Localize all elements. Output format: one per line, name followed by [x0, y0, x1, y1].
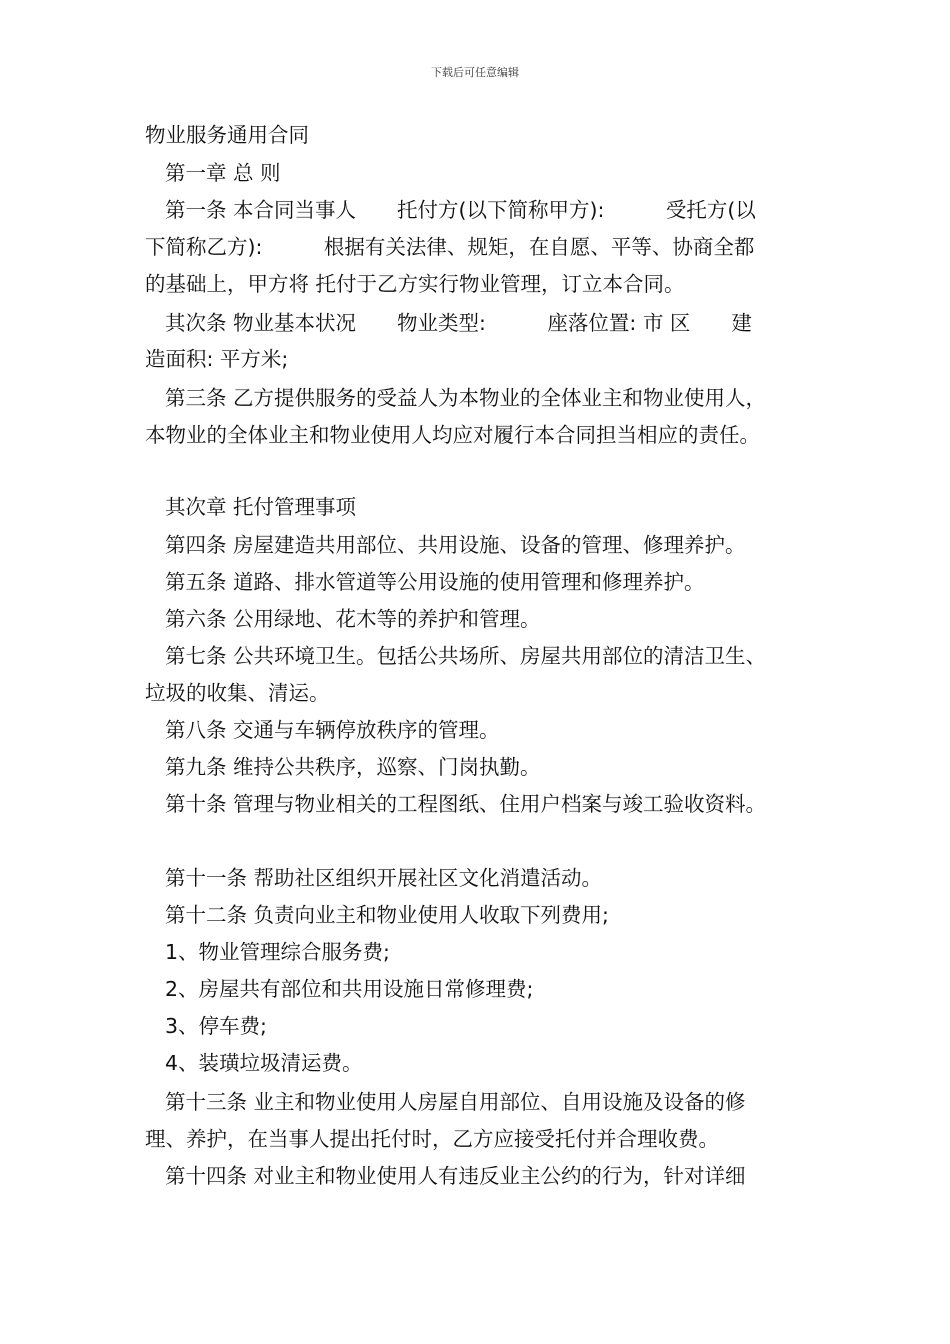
article-2-line-2: 造面积: 平方米;	[145, 347, 289, 371]
article-5: 第五条 道路、排水管道等公用设施的使用管理和修理养护。	[165, 570, 705, 594]
article-1-line-2: 下简称乙方): 根据有关法律、规矩，在自愿、平等、协商全都	[145, 235, 755, 259]
article-14-line-1: 第十四条 对业主和物业使用人有违反业主公约的行为，针对详细	[165, 1164, 746, 1188]
page-header: 下载后可任意编辑	[431, 66, 519, 79]
article-8: 第八条 交通与车辆停放秩序的管理。	[165, 718, 500, 742]
article-7-line-1: 第七条 公共环境卫生。包括公共场所、房屋共用部位的清洁卫生、	[165, 644, 767, 668]
document-title: 物业服务通用合同	[145, 123, 309, 147]
article-4: 第四条 房屋建造共用部位、共用设施、设备的管理、修理养护。	[165, 533, 746, 557]
chapter-heading: 其次章 托付管理事项	[165, 495, 357, 519]
article-2-line-1: 其次条 物业基本状况 物业类型: 座落位置: 市 区 建	[165, 311, 752, 335]
article-12: 第十二条 负责向业主和物业使用人收取下列费用;	[165, 903, 609, 927]
article-13-line-2: 理、养护，在当事人提出托付时，乙方应接受托付并合理收费。	[145, 1127, 719, 1151]
fee-item: 1、物业管理综合服务费;	[165, 940, 390, 964]
article-1-line-3: 的基础上，甲方将 托付于乙方实行物业管理，订立本合同。	[145, 272, 685, 296]
fee-item: 3、停车费;	[165, 1014, 267, 1038]
article-1-line-1: 第一条 本合同当事人 托付方(以下简称甲方): 受托方(以	[165, 198, 756, 222]
article-7-line-2: 垃圾的收集、清运。	[145, 681, 330, 705]
article-3-line-2: 本物业的全体业主和物业使用人均应对履行本合同担当相应的责任。	[145, 423, 760, 447]
fee-item: 4、装璜垃圾清运费。	[165, 1051, 363, 1075]
article-6: 第六条 公用绿地、花木等的养护和管理。	[165, 607, 541, 631]
article-10: 第十条 管理与物业相关的工程图纸、住用户档案与竣工验收资料。	[165, 792, 767, 816]
chapter-heading: 第一章 总 则	[165, 161, 281, 185]
article-13-line-1: 第十三条 业主和物业使用人房屋自用部位、自用设施及设备的修	[165, 1090, 746, 1114]
article-11: 第十一条 帮助社区组织开展社区文化消遣活动。	[165, 866, 603, 890]
article-9: 第九条 维持公共秩序，巡察、门岗执勤。	[165, 755, 541, 779]
article-3-line-1: 第三条 乙方提供服务的受益人为本物业的全体业主和物业使用人，	[165, 386, 767, 410]
fee-item: 2、房屋共有部位和共用设施日常修理费;	[165, 977, 534, 1001]
